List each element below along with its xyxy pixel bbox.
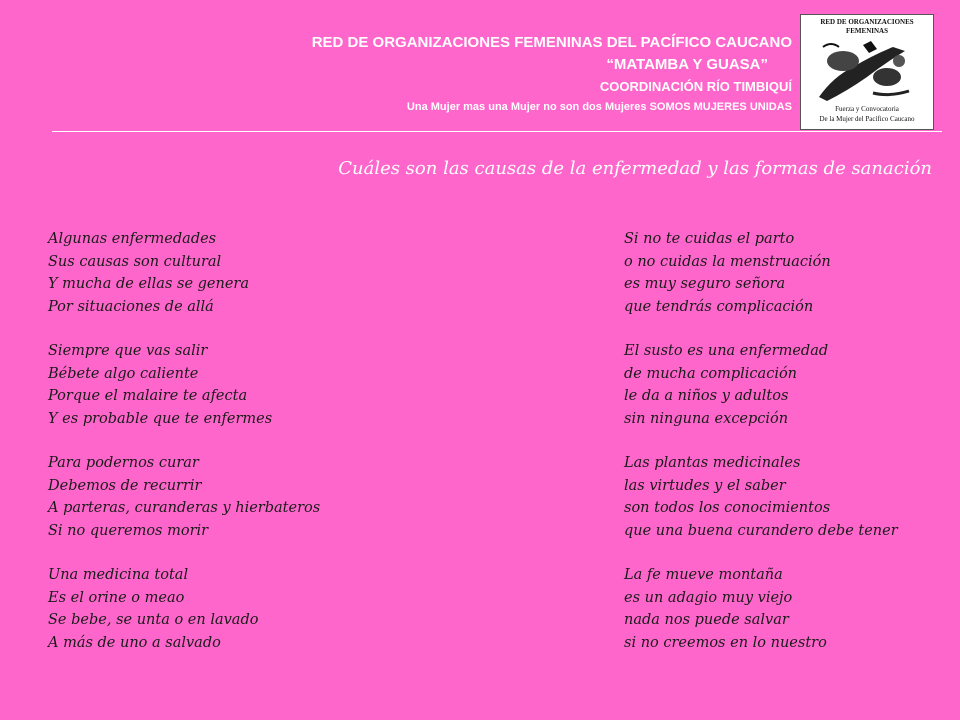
poem-line: A parteras, curanderas y hierbateros (48, 500, 321, 516)
poem-line: Algunas enfermedades (48, 231, 217, 247)
poem-stanza (624, 452, 944, 542)
poem-stanza (48, 452, 568, 542)
poem-line: Si no te cuidas el parto (624, 231, 795, 247)
poem-line: que tendrás complicación (624, 298, 814, 315)
poem-line: Por situaciones de allá (48, 298, 214, 315)
logo-illustration-icon (813, 37, 921, 103)
header-divider (52, 131, 942, 132)
poem-line: El susto es una enfermedad (624, 343, 829, 359)
poem-line: son todos los conocimientos (624, 500, 831, 516)
poem-line: Debemos de recurrir (48, 477, 202, 494)
poem-line: Y es probable que te enfermes (48, 410, 273, 427)
motto: Una Mujer mas una Mujer no son dos Mujeres SOMOS MUJERES UNIDAS (406, 101, 792, 113)
logo-bottom-text: Fuerza y Convocatoria De la Mujer del Pacífico Caucano (819, 105, 915, 123)
poem-line: La fe mueve montaña (624, 567, 783, 583)
poem-line: Sus causas son cultural (48, 253, 222, 270)
organization-subtitle: “MATAMBA Y GUASA” (606, 56, 768, 73)
coordination-name: COORDINACIÓN RÍO TIMBIQUÍ (599, 79, 792, 94)
poem-line: Bébete algo caliente (48, 365, 199, 382)
page-title: Cuáles son las causas de la enfermedad y las formas de sanación (338, 158, 932, 179)
poem-left-column (48, 228, 568, 676)
poem-stanza (48, 564, 568, 654)
poem-line: sin ninguna excepción (624, 410, 789, 427)
poem-line: es un adagio muy viejo (624, 589, 793, 606)
poem-line: Se bebe, se unta o en lavado (48, 612, 259, 628)
poem-line: las virtudes y el saber (624, 477, 786, 494)
poem-line: Las plantas medicinales (624, 455, 801, 471)
poem-line: Y mucha de ellas se genera (48, 276, 249, 292)
poem-line: A más de uno a salvado (48, 634, 221, 651)
header (172, 32, 792, 117)
poem-line: Es el orine o meao (48, 589, 185, 606)
organization-name: RED DE ORGANIZACIONES FEMENINAS DEL PACÍFICO CAUCANO (311, 34, 792, 51)
poem-line: de mucha complicación (624, 365, 798, 382)
poem-line: Porque el malaire te afecta (48, 388, 248, 404)
poem-stanza (624, 564, 944, 654)
poem-stanza (624, 228, 944, 318)
poem-stanza (48, 340, 568, 430)
poem-line: Siempre que vas salir (48, 343, 208, 359)
poem-line: nada nos puede salvar (624, 612, 789, 628)
poem-line: Una medicina total (48, 567, 189, 583)
poem-right-column (624, 228, 944, 676)
poem-line: es muy seguro señora (624, 276, 786, 292)
poem-line: que una buena curandero debe tener (624, 522, 898, 539)
poem-line: si no creemos en lo nuestro (624, 634, 827, 651)
poem-stanza (48, 228, 568, 318)
poem-line: Para podernos curar (48, 455, 199, 471)
poem-line: o no cuidas la menstruación (624, 253, 831, 270)
poem-stanza (624, 340, 944, 430)
organization-logo (800, 14, 934, 130)
logo-top-text: RED DE ORGANIZACIONES FEMENINAS (820, 18, 914, 35)
poem-line: le da a niños y adultos (624, 388, 789, 404)
poem-line: Si no queremos morir (48, 522, 209, 539)
